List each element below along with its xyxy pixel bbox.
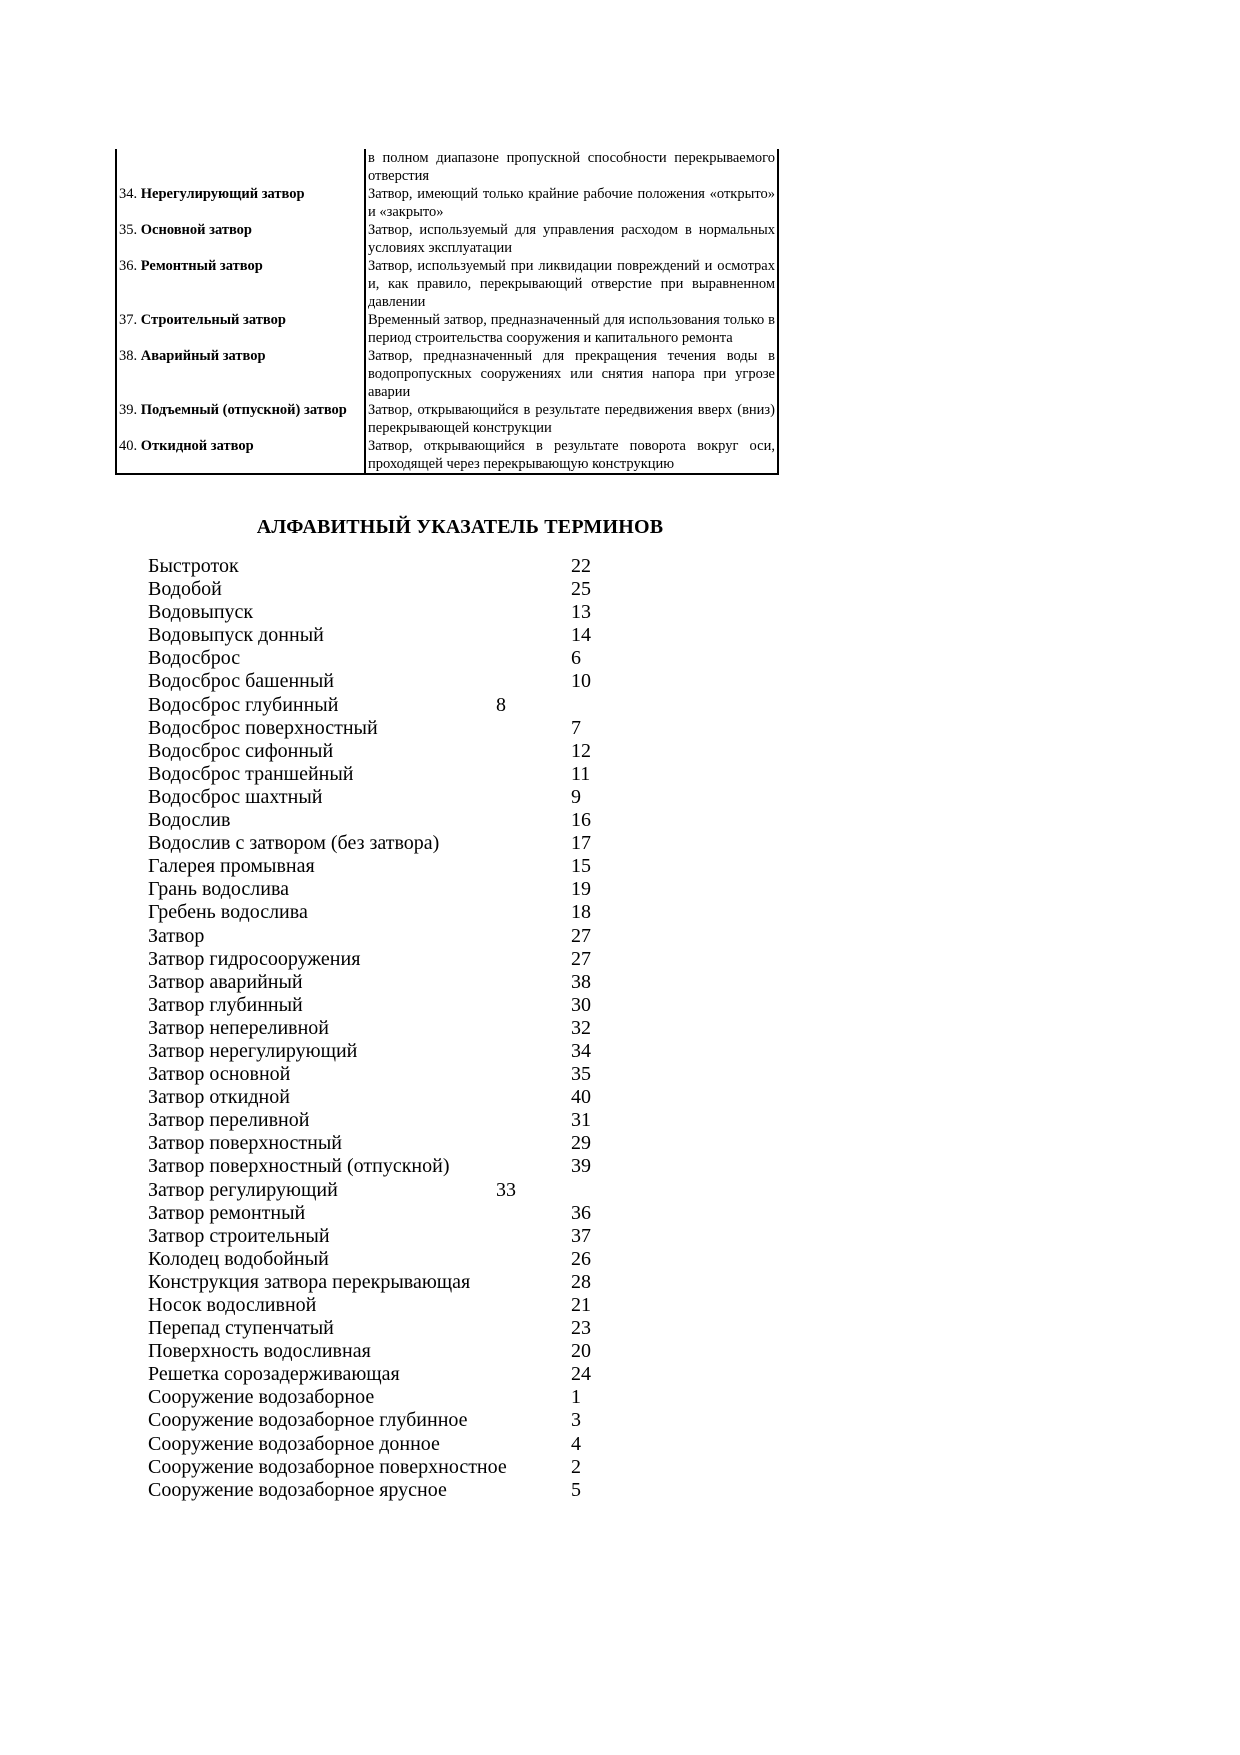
index-item	[148, 1132, 708, 1155]
index-number: 19	[571, 878, 591, 901]
index-item	[148, 1040, 708, 1063]
definition-cell: Затвор, используемый при ликвидации повреждений и осмотрах и, как правило, перекрывающий отверстие при выравненном давлении	[365, 257, 778, 311]
index-item	[148, 832, 708, 855]
index-term: Поверхность водосливная	[148, 1340, 371, 1363]
index-item	[148, 971, 708, 994]
index-item	[148, 1248, 708, 1271]
index-number: 23	[571, 1317, 591, 1340]
index-number: 37	[571, 1224, 591, 1247]
index-item	[148, 1202, 708, 1225]
index-item	[148, 1317, 708, 1340]
index-number: 39	[571, 1155, 591, 1178]
index-number: 38	[571, 970, 591, 993]
term-number: 37.	[119, 312, 138, 328]
index-term: Затвор переливной	[148, 1109, 310, 1132]
index-number: 7	[571, 716, 581, 739]
alphabetical-index	[148, 555, 708, 1502]
definition-row	[116, 401, 778, 437]
index-term: Затвор поверхностный (отпускной)	[148, 1155, 450, 1178]
index-term: Водослив	[148, 809, 231, 832]
index-item	[148, 717, 708, 740]
index-term: Затвор откидной	[148, 1086, 290, 1109]
term-cell	[116, 185, 365, 221]
index-term: Конструкция затвора перекрывающая	[148, 1270, 471, 1293]
index-item	[148, 1063, 708, 1086]
definition-cell: Затвор, открывающийся в результате передвижения вверх (вниз) перекрывающей конструкции	[365, 401, 778, 437]
index-term: Водосброс башенный	[148, 670, 334, 693]
definition-cell: Затвор, предназначенный для прекращения течения воды в водопропускных сооружениях или снятия напора при угрозе аварии	[365, 347, 778, 401]
index-number: 29	[571, 1132, 591, 1155]
index-term: Сооружение водозаборное	[148, 1386, 375, 1409]
term-name: Ремонтный затвор	[140, 258, 263, 274]
index-item	[148, 878, 708, 901]
term-number: 35.	[119, 222, 138, 238]
index-term: Решетка сорозадерживающая	[148, 1363, 400, 1386]
index-term: Водосброс сифонный	[148, 739, 334, 762]
index-number: 32	[571, 1016, 591, 1039]
definitions-table	[115, 149, 779, 475]
index-number: 35	[571, 1063, 591, 1086]
index-number: 2	[571, 1455, 581, 1478]
index-number: 28	[571, 1270, 591, 1293]
term-name: Откидной затвор	[140, 438, 254, 454]
definition-row	[116, 347, 778, 401]
index-item	[148, 1479, 708, 1502]
definition-cell: Затвор, используемый для управления расходом в нормальных условиях эксплуатации	[365, 221, 778, 257]
index-item	[148, 1363, 708, 1386]
index-item	[148, 901, 708, 924]
index-term: Водосброс поверхностный	[148, 716, 378, 739]
index-term: Затвор строительный	[148, 1224, 330, 1247]
index-item	[148, 809, 708, 832]
term-cell	[116, 311, 365, 347]
definition-row	[116, 257, 778, 311]
index-item	[148, 1017, 708, 1040]
term-cell	[116, 257, 365, 311]
index-number: 5	[571, 1478, 581, 1501]
index-item	[148, 1109, 708, 1132]
index-number: 3	[571, 1409, 581, 1432]
term-cell	[116, 149, 365, 185]
index-number: 12	[571, 739, 591, 762]
definition-cell: Затвор, имеющий только крайние рабочие положения «открыто» и «закрыто»	[365, 185, 778, 221]
index-term: Затвор поверхностный	[148, 1132, 342, 1155]
term-number: 38.	[119, 348, 138, 364]
index-item	[148, 670, 708, 693]
index-title: АЛФАВИТНЫЙ УКАЗАТЕЛЬ ТЕРМИНОВ	[256, 516, 664, 538]
index-term: Водосброс траншейный	[148, 762, 354, 785]
term-cell	[116, 347, 365, 401]
index-number: 25	[571, 578, 591, 601]
index-term: Водовыпуск	[148, 601, 254, 624]
index-term: Водобой	[148, 578, 222, 601]
index-term: Затвор ремонтный	[148, 1201, 306, 1224]
index-number: 18	[571, 901, 591, 924]
index-item	[148, 555, 708, 578]
index-term: Водослив с затвором (без затвора)	[148, 832, 440, 855]
index-item	[148, 601, 708, 624]
index-term: Сооружение водозаборное ярусное	[148, 1478, 447, 1501]
term-name: Подъемный (отпускной) затвор	[140, 402, 347, 418]
index-item	[148, 763, 708, 786]
index-number: 6	[571, 647, 581, 670]
index-term: Галерея промывная	[148, 855, 315, 878]
index-number: 17	[571, 832, 591, 855]
index-item	[148, 1340, 708, 1363]
term-number: 39.	[119, 402, 138, 418]
index-number: 1	[571, 1386, 581, 1409]
index-term: Затвор гидросооружения	[148, 947, 361, 970]
index-term: Водовыпуск донный	[148, 624, 324, 647]
index-number: 40	[571, 1086, 591, 1109]
term-name: Основной затвор	[140, 222, 252, 238]
index-item	[148, 1433, 708, 1456]
index-item	[148, 647, 708, 670]
index-item	[148, 855, 708, 878]
index-number: 13	[571, 601, 591, 624]
index-item	[148, 1086, 708, 1109]
definition-row	[116, 311, 778, 347]
index-term: Грань водослива	[148, 878, 290, 901]
term-cell	[116, 401, 365, 437]
index-item	[148, 624, 708, 647]
term-number: 34.	[119, 186, 138, 202]
index-term: Водосброс глубинный	[148, 693, 339, 716]
index-term: Водосброс	[148, 647, 241, 670]
index-number: 11	[571, 762, 591, 785]
definition-cell: Временный затвор, предназначенный для использования только в период строительства сооружения и капитального ремонта	[365, 311, 778, 347]
index-item	[148, 1386, 708, 1409]
term-cell	[116, 221, 365, 257]
index-number: 9	[571, 785, 581, 808]
index-item	[148, 994, 708, 1017]
index-term: Затвор нерегулирующий	[148, 1039, 358, 1062]
index-item	[148, 1271, 708, 1294]
index-term: Носок водосливной	[148, 1294, 317, 1316]
index-number: 33	[496, 1178, 516, 1201]
index-term: Затвор непереливной	[148, 1016, 329, 1039]
term-name: Нерегулирующий затвор	[140, 186, 305, 202]
index-number: 4	[571, 1432, 581, 1455]
index-term: Затвор глубинный	[148, 993, 303, 1016]
index-item	[148, 1294, 708, 1317]
index-number: 21	[571, 1294, 591, 1316]
index-number: 27	[571, 924, 591, 947]
index-number: 22	[571, 555, 591, 577]
index-term: Быстроток	[148, 555, 239, 577]
term-number: 40.	[119, 438, 138, 454]
index-term: Затвор	[148, 924, 205, 947]
index-number: 34	[571, 1039, 591, 1062]
definition-cell: в полном диапазоне пропускной способности перекрываемого отверстия	[365, 149, 778, 185]
index-term: Сооружение водозаборное глубинное	[148, 1409, 468, 1432]
index-item	[148, 694, 708, 717]
index-item	[148, 1409, 708, 1432]
term-cell	[116, 437, 365, 474]
index-number: 14	[571, 624, 591, 647]
index-term: Затвор основной	[148, 1063, 291, 1086]
index-item	[148, 578, 708, 601]
index-number: 27	[571, 947, 591, 970]
term-name: Аварийный затвор	[140, 348, 266, 364]
term-name: Строительный затвор	[140, 312, 286, 328]
index-item	[148, 925, 708, 948]
index-item	[148, 1179, 708, 1202]
definition-row	[116, 221, 778, 257]
index-term: Гребень водослива	[148, 901, 308, 924]
index-number: 31	[571, 1109, 591, 1132]
index-term: Перепад ступенчатый	[148, 1317, 334, 1340]
index-number: 24	[571, 1363, 591, 1386]
index-term: Затвор аварийный	[148, 970, 303, 993]
index-term: Колодец водобойный	[148, 1247, 329, 1270]
index-item	[148, 1155, 708, 1178]
definition-cell: Затвор, открывающийся в результате поворота вокруг оси, проходящей через перекрывающую конструкцию	[365, 437, 778, 474]
index-item	[148, 1456, 708, 1479]
index-item	[148, 948, 708, 971]
definition-row	[116, 185, 778, 221]
definition-row	[116, 437, 778, 474]
index-number: 8	[496, 693, 506, 716]
index-number: 26	[571, 1247, 591, 1270]
index-number: 16	[571, 809, 591, 832]
index-item	[148, 740, 708, 763]
index-number: 10	[571, 670, 591, 693]
index-item	[148, 1225, 708, 1248]
term-number: 36.	[119, 258, 138, 274]
index-number: 20	[571, 1340, 591, 1363]
index-term: Затвор регулирующий	[148, 1178, 338, 1201]
index-number: 30	[571, 993, 591, 1016]
index-number: 15	[571, 855, 591, 878]
index-term: Сооружение водозаборное донное	[148, 1432, 440, 1455]
index-item	[148, 786, 708, 809]
index-number: 36	[571, 1201, 591, 1224]
index-term: Водосброс шахтный	[148, 785, 323, 808]
index-term: Сооружение водозаборное поверхностное	[148, 1455, 507, 1478]
definition-row	[116, 149, 778, 185]
